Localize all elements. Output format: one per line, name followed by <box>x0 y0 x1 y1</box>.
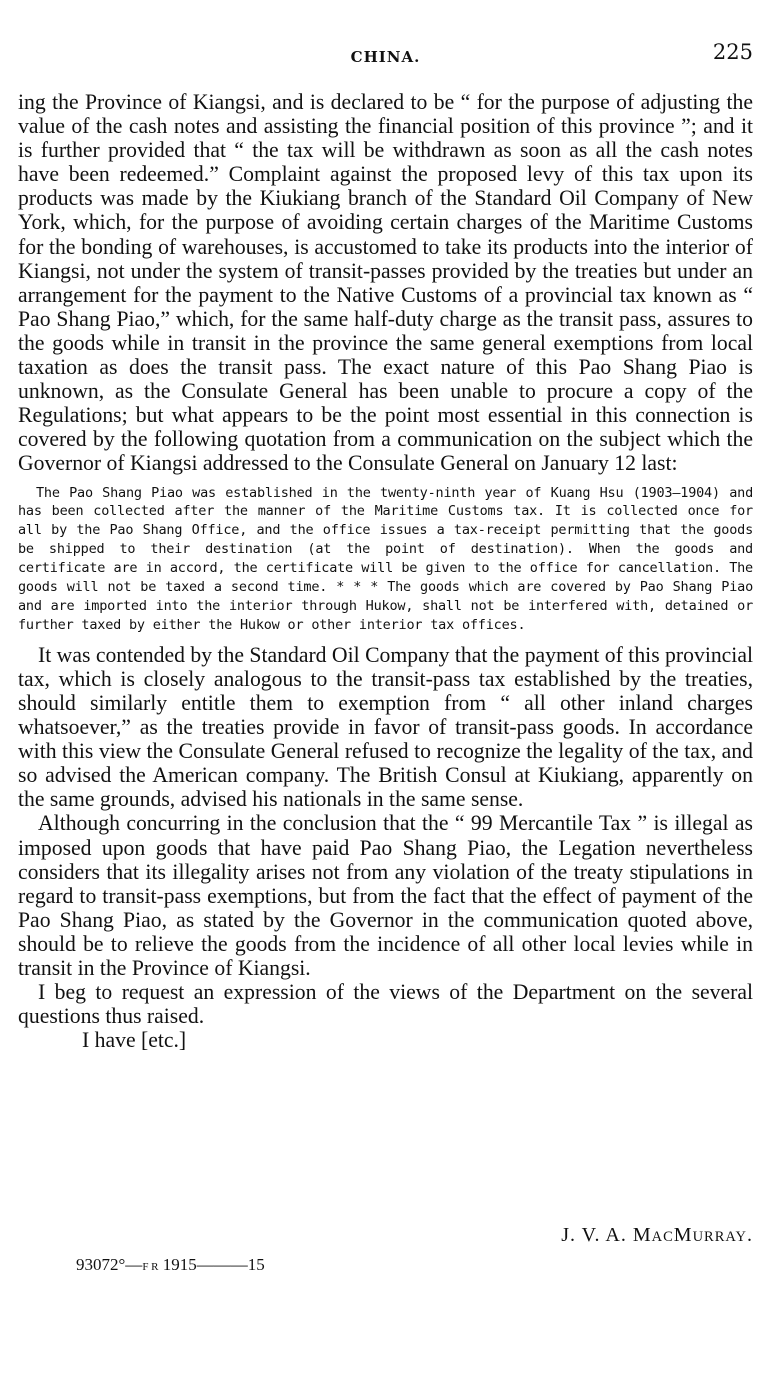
printer-mark <box>76 1255 265 1275</box>
body-paragraph: It was contended by the Standard Oil Company that the payment of this provincial tax, which is closely analogous to the transit-pass tax established by the treaties, should similarly entitle them to exemption from “ all other inland charges whatsoever,” as the treaties provide in favor of transit-pass goods. In accordance with this view the Consulate General refused to recognize the legality of the tax, and so advised the American company. The British Consul at Kiukiang, apparently on the same grounds, advised his nationals in the same sense. <box>18 642 753 812</box>
signature-suffix: . <box>747 1224 753 1246</box>
signature-small-caps-2: URRAY <box>692 1229 747 1245</box>
body-paragraph: ing the Province of Kiangsi, and is declared to be “ for the purpose of adjusting the value of the cash notes and assisting the financial position of this province ”; and it is further provided that “ the tax will be withdrawn as soon as all the cash notes have been redeemed.” Complaint against the proposed levy of this tax upon its products was made by the Kiukiang branch of the Standard Oil Company of New York, which, for the purpose of avoiding certain charges of the Maritime Customs for the bonding of warehouses, is accustomed to take its products into the interior of Kiangsi, not under the system of transit-passes provided by the treaties but under an arrangement for the payment to the Native Customs of a provincial tax known as “ Pao Shang Piao,” which, for the same half-duty charge as the transit pass, assures to the goods while in transit in the province the same general exemptions from local taxation as does the transit pass. The exact nature of this Pao Shang Piao is unknown, as the Consulate General has been unable to procure a copy of the Regulations; but what appears to be the point most essential in this connection is covered by the following quotation from a communication on the subject which the Governor of Kiangsi addressed to the Consulate General on January 12 last: <box>18 90 753 476</box>
quote-paragraph: The Pao Shang Piao was established in the twenty-ninth year of Kuang Hsu (1903–1904) and has been collected after the manner of the Maritime Customs tax. It is collected once for all by the Pao Shang Office, and the office issues a tax-receipt permitting that the goods be shipped to their destination (at the point of destination). When the goods and certificate are in accord, the certificate will be given to the office for cancellation. The goods will not be taxed a second time. * * * The goods which are covered by Pao Shang Piao and are imported into the interior through Hukow, shall not be interfered with, detained or further taxed by either the Hukow or other interior tax offices. <box>18 484 753 633</box>
signature-prefix: J. V. A. M <box>561 1224 652 1246</box>
page-number: 225 <box>712 40 753 64</box>
printer-rest: 1915———15 <box>158 1255 265 1274</box>
printer-code: 93072°— <box>76 1255 143 1274</box>
body-paragraph: Although concurring in the conclusion that the “ 99 Mercantile Tax ” is illegal as imposed upon goods that have paid Pao Shang Piao, the Legation nevertheless considers that its illegality arises not from any violation of the treaty stipulations in regard to transit-pass exemptions, but from the fact that the effect of payment of the Pao Shang Piao, as stated by the Governor in the communication quoted above, should be to relieve the goods from the incidence of all other local levies while in transit in the Province of Kiangsi. <box>18 811 753 980</box>
page-body <box>18 90 753 1052</box>
signature <box>561 1224 753 1247</box>
page-header <box>18 40 753 70</box>
block-quote <box>18 484 753 635</box>
running-head: CHINA. <box>350 48 421 66</box>
printer-small: F R <box>142 1261 159 1273</box>
signature-mid: M <box>673 1224 693 1246</box>
signature-small-caps: AC <box>651 1229 674 1245</box>
body-paragraph: I beg to request an expression of the views of the Department on the several questions thus raised. <box>18 980 753 1029</box>
closing-line: I have [etc.] <box>82 1028 187 1053</box>
